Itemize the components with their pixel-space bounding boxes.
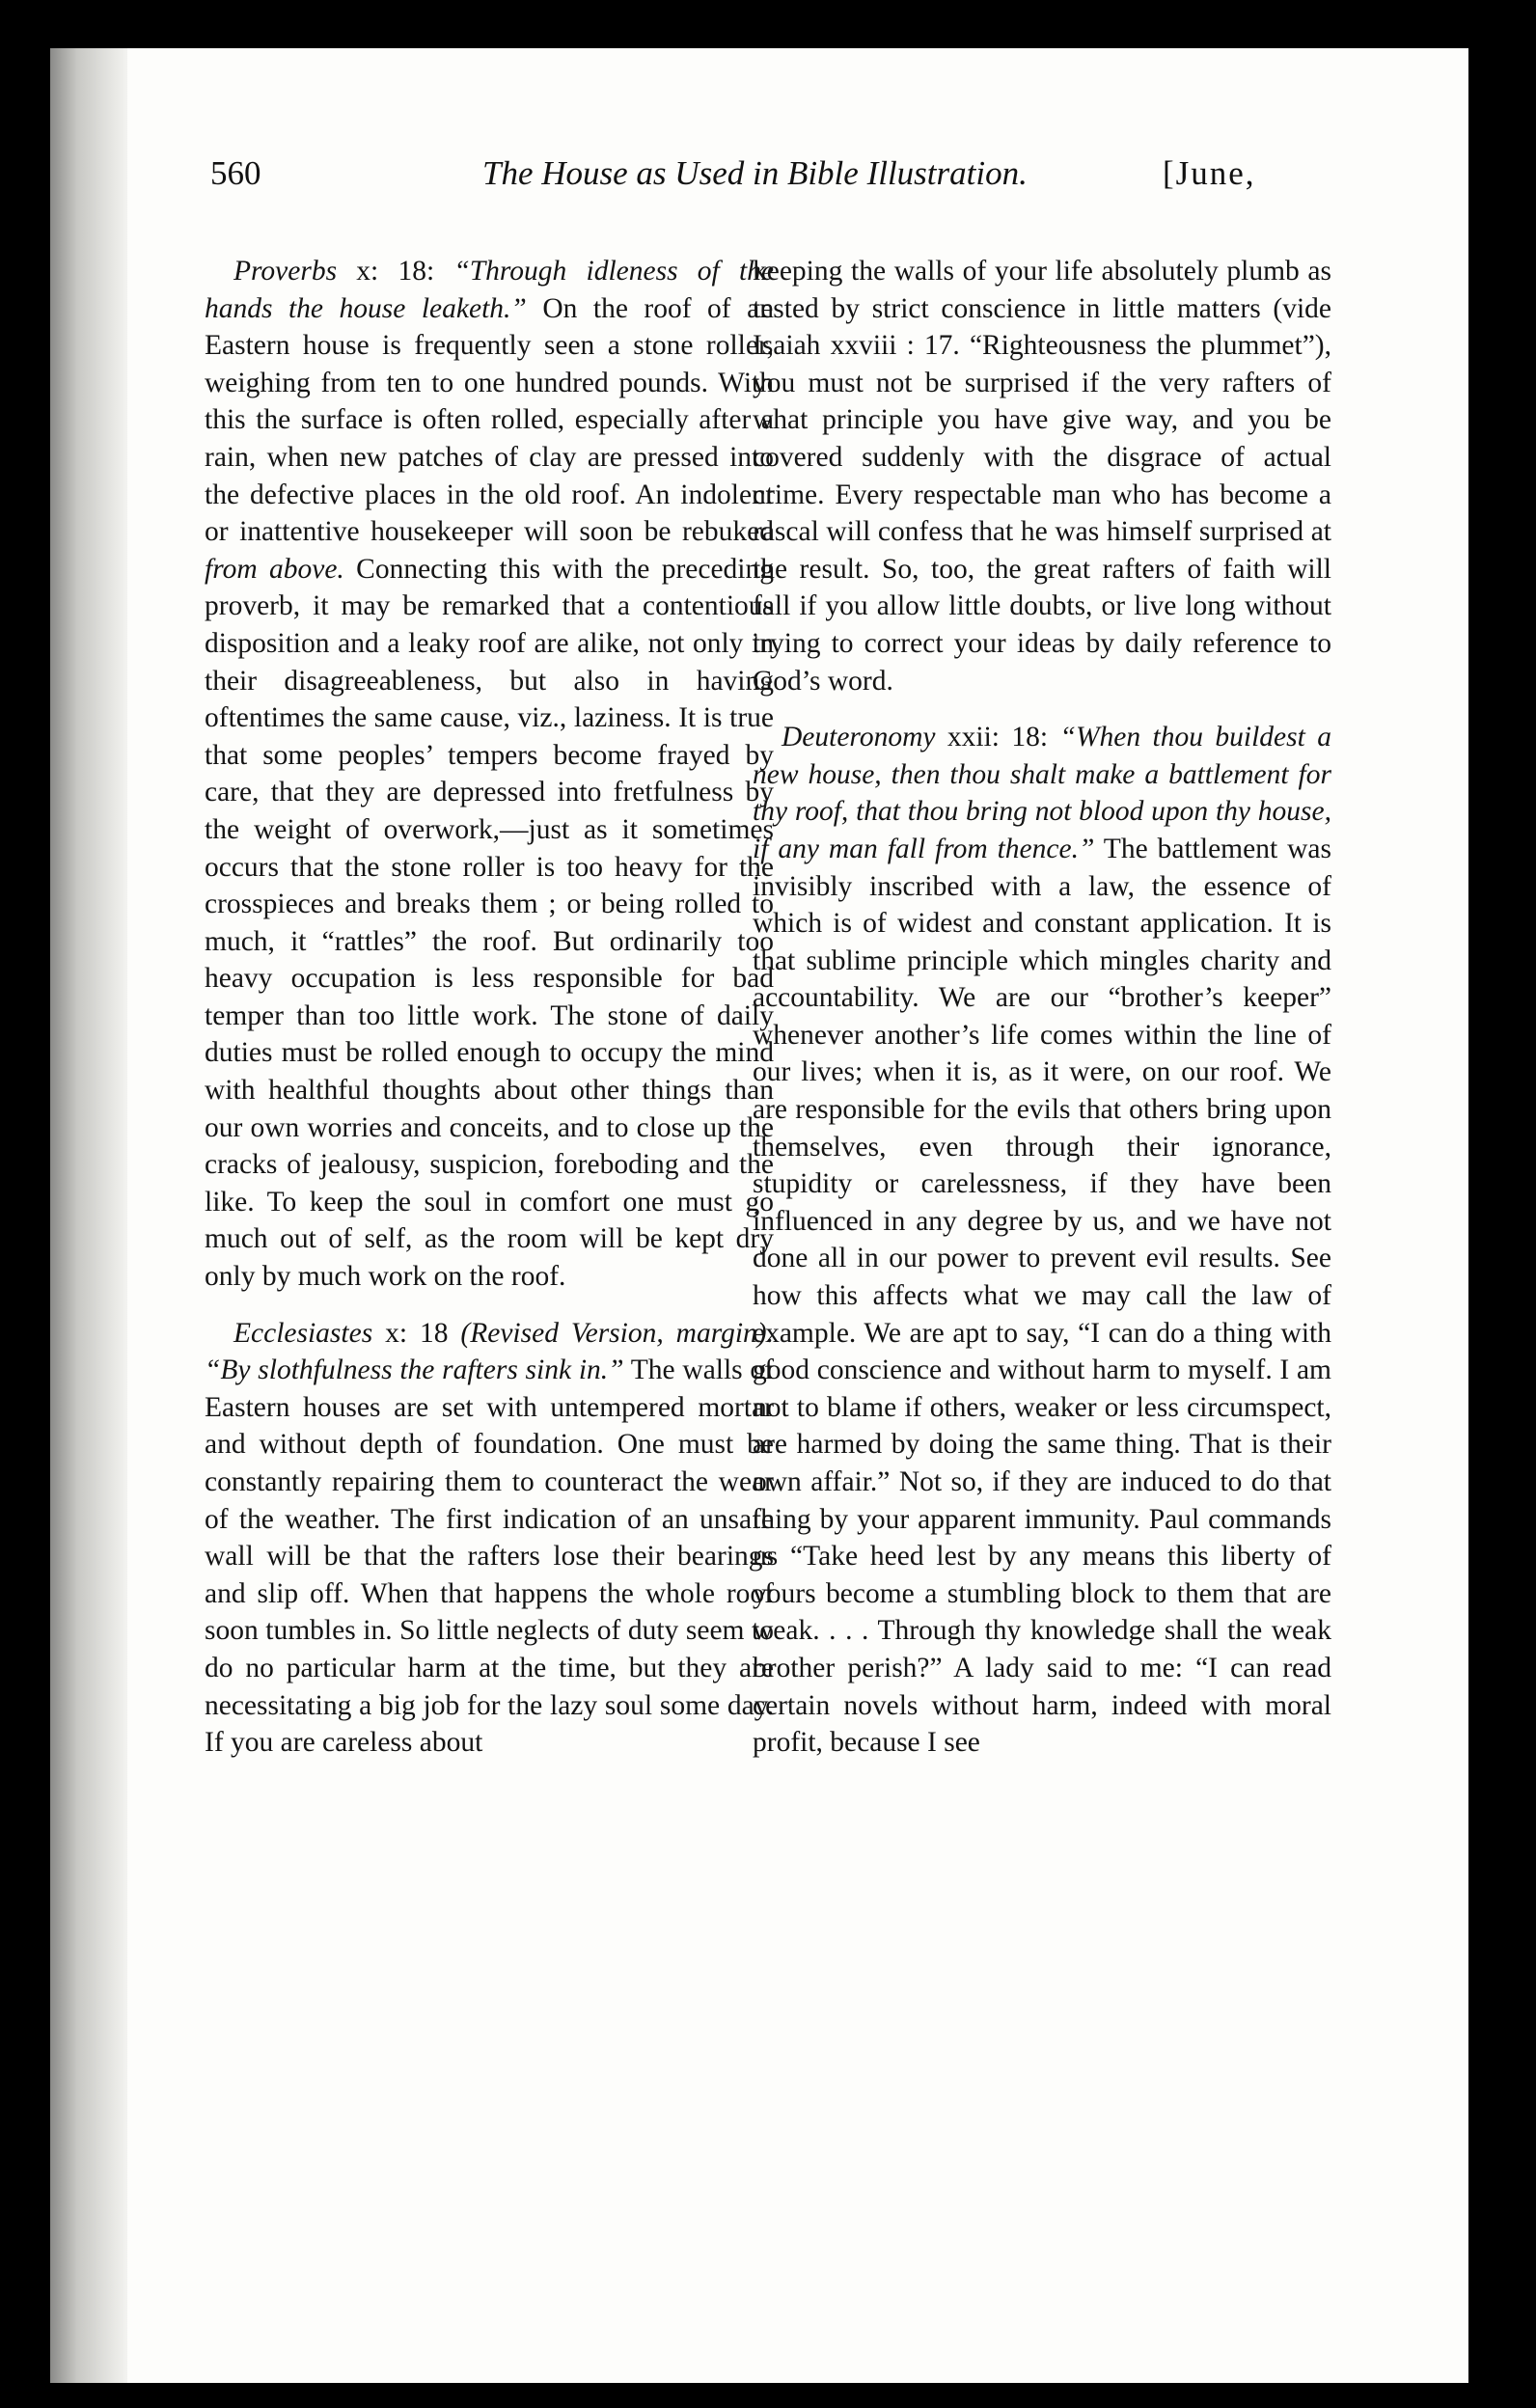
scripture-reference: Ecclesiastes xyxy=(233,1317,373,1349)
scan-border xyxy=(1468,0,1536,2408)
paragraph-proverbs xyxy=(205,253,774,1296)
page-gutter-shadow xyxy=(50,48,127,2383)
scripture-quote: “When thou buildest a new house, then thou shalt make a battlement for thy roof, that thou bring not blood upon thy house, if any man fall from thence.” xyxy=(753,722,1331,864)
reference-number: x: 18 xyxy=(372,1317,461,1349)
paragraph-deuteronomy xyxy=(753,719,1331,1762)
scripture-reference: Proverbs xyxy=(233,256,338,287)
reference-number: x: 18: xyxy=(337,256,454,287)
right-column xyxy=(753,253,1331,1762)
scripture-quote: “By slothfulness the rafters sink in.” xyxy=(205,1354,624,1386)
version-note: (Revised Version, margin). xyxy=(460,1317,774,1349)
scripture-quote: “Through idleness of the hands the house leaketh.” xyxy=(205,256,774,324)
header-date: [June, xyxy=(1163,154,1256,192)
running-header xyxy=(0,154,1536,203)
left-column xyxy=(205,253,774,1762)
paragraph-text: Connecting this with the preceding proverb, it may be remarked that a contentious disposition and a leaky roof are alike, not only in their disagreeableness, but also in having oftentimes the same cause, viz., laziness. It is true that some peoples’ tempers become frayed by care, that they are depressed into fretfulness by the weight of overwork,—just as it sometimes occurs that the stone roller is too heavy for the crosspieces and breaks them ; or being rolled to much, it “rattles” the roof. But ordinarily too heavy occupation is less responsible for bad temper than too little work. The stone of daily duties must be rolled enough to occupy the mind with healthful thoughts about other things than our own worries and conceits, and to close up the cracks of jealousy, suspicion, foreboding and the like. To keep the soul in comfort one must go much out of self, as the room will be kept dry only by much work on the roof. xyxy=(205,553,774,1293)
paragraph-text: The walls of Eastern houses are set with untempered mortar and without depth of foundation. One must be constantly repairing them to counteract the wear of the weather. The first indication of an unsafe wall will be that the rafters lose their bearings and slip off. When that happens the whole roof soon tumbles in. So little neglects of duty seem to do no particular harm at the time, but they are necessitating a big job for the lazy soul some day. If you are careless about xyxy=(205,1354,774,1759)
paragraph-text: On the roof of an Eastern house is frequently seen a stone roller, weighing from ten to one hundred pounds. With this the surface is often rolled, especially after a rain, when new patches of clay are pressed into the defective places in the old roof. An indolent or inattentive housekeeper will soon be rebuked xyxy=(205,292,774,548)
paragraph-continued: keeping the walls of your life absolutely plumb as tested by strict conscience in little matters (vide Isaiah xxviii : 17. “Righteousness the plummet”), you must not be surprised if the very rafters of what principle you have give way, and you be covered suddenly with the disgrace of actual crime. Every respectable man who has become a rascal will confess that he was himself surprised at the result. So, too, the great rafters of faith will fall if you allow little doubts, or live long without trying to correct your ideas by daily reference to God’s word. xyxy=(753,256,1331,697)
scripture-reference: Deuteronomy xyxy=(782,722,936,753)
paragraph-ecclesiastes xyxy=(205,1315,774,1762)
reference-number: xxii: 18: xyxy=(935,722,1060,753)
paragraph-text: The battlement was invisibly inscribed with a law, the essence of which is of widest and constant application. It is that sublime principle which mingles charity and accountability. We are our “brother’s keeper” whenever another’s life comes within the line of our lives; when it is, as it were, on our roof. We are responsible for the evils that others bring upon themselves, even through their ignorance, stupidity or carelessness, if they have been influenced in any degree by us, and we have not done all in our power to prevent evil results. See how this affects what we may call the law of example. We are apt to say, “I can do a thing with good conscience and without harm to myself. I am not to blame if others, weaker or less circumspect, are harmed by doing the same thing. That is their own affair.” Not so, if they are induced to do that thing by your apparent immunity. Paul commands us “Take heed lest by any means this liberty of yours become a stumbling block to them that are weak. . . . Through thy knowledge shall the weak brother perish?” A lady said to me: “I can read certain novels without harm, indeed with moral profit, because I see xyxy=(753,833,1331,1759)
running-title: The House as Used in Bible Illustration. xyxy=(482,154,1028,192)
emphasis-text: from above. xyxy=(205,553,344,585)
page-number: 560 xyxy=(210,154,261,192)
